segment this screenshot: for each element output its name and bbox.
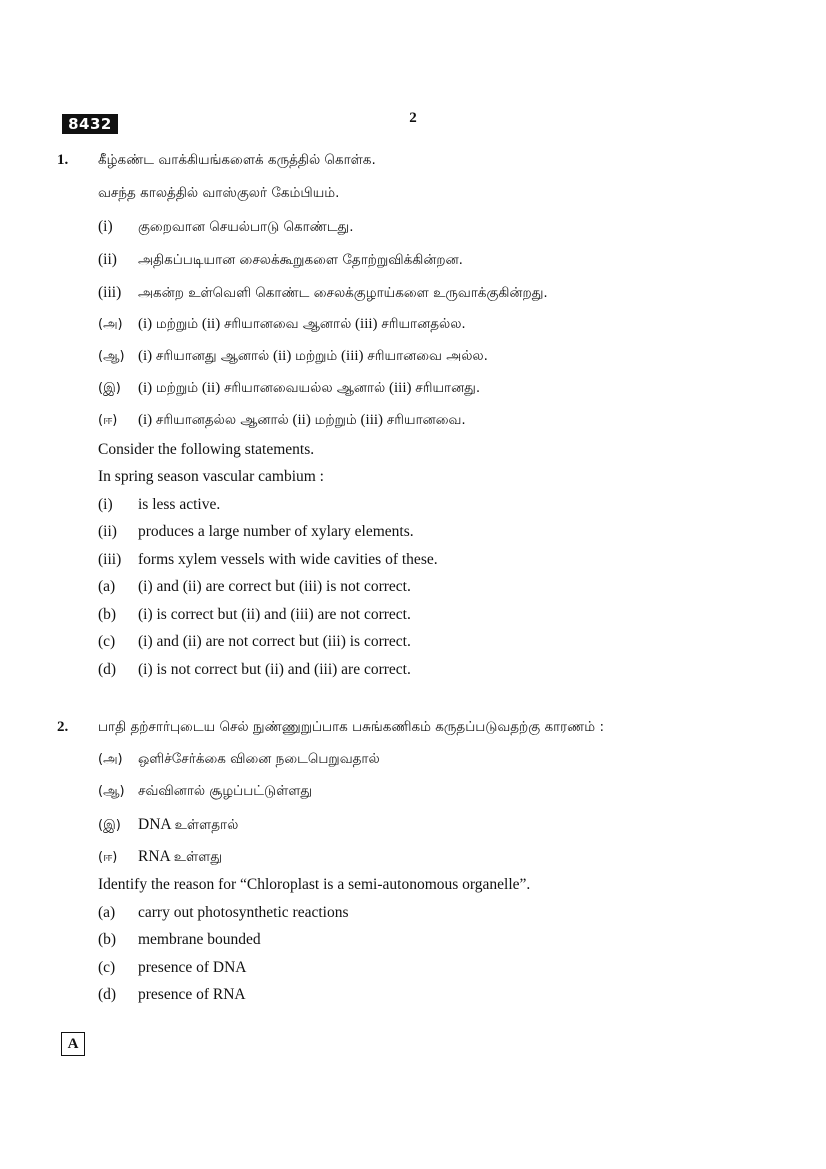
answer-option-tamil: (இ) DNA உள்ளதால் xyxy=(98,816,239,833)
answer-option-tamil: (ஆ) (i) சரியானது ஆனால் (ii) மற்றும் (iii) சரியானவை அல்ல. xyxy=(98,348,488,364)
question-substem-english: In spring season vascular cambium : xyxy=(98,468,324,485)
question-number: 1. xyxy=(57,152,69,168)
answer-option-english: (b) membrane bounded xyxy=(98,931,261,948)
question-stem-english: Consider the following statements. xyxy=(98,441,315,458)
statement-english: (ii) produces a large number of xylary elements. xyxy=(98,523,414,540)
answer-option-english: (a) (i) and (ii) are correct but (iii) is not correct. xyxy=(98,578,411,595)
statement-tamil: (ii) அதிகப்படியான சைலக்கூறுகளை தோற்றுவிக்கின்றன. xyxy=(98,251,463,268)
answer-option-english: (d) presence of RNA xyxy=(98,986,246,1003)
question-stem-tamil: கீழ்கண்ட வாக்கியங்களைக் கருத்தில் கொள்க. xyxy=(98,152,376,168)
statement-tamil: (i) குறைவான செயல்பாடு கொண்டது. xyxy=(98,218,354,235)
answer-option-tamil: (ஈ) (i) சரியானதல்ல ஆனால் (ii) மற்றும் (iii) சரியானவை. xyxy=(98,412,466,428)
statement-tamil: (iii) அகன்ற உள்வெளி கொண்ட சைலக்குழாய்களை உருவாக்குகின்றது. xyxy=(98,284,548,301)
answer-option-tamil: (ஆ) சவ்வினால் சூழப்பட்டுள்ளது xyxy=(98,783,313,799)
question-substem-tamil: வசந்த காலத்தில் வாஸ்குலர் கேம்பியம். xyxy=(98,185,340,201)
statement-english: (i) is less active. xyxy=(98,496,221,513)
question-booklet-version: A xyxy=(61,1032,85,1056)
answer-option-tamil: (அ) (i) மற்றும் (ii) சரியானவை ஆனால் (iii) சரியானதல்ல. xyxy=(98,316,466,332)
answer-option-english: (d) (i) is not correct but (ii) and (iii) are correct. xyxy=(98,661,411,678)
question-paper-code: 8432 xyxy=(62,114,118,134)
question-stem-english: Identify the reason for “Chloroplast is a semi-autonomous organelle”. xyxy=(98,876,531,893)
question-number: 2. xyxy=(57,719,69,735)
page-number: 2 xyxy=(409,110,417,126)
statement-english: (iii) forms xylem vessels with wide cavities of these. xyxy=(98,551,438,568)
answer-option-english: (c) presence of DNA xyxy=(98,959,247,976)
answer-option-tamil: (இ) (i) மற்றும் (ii) சரியானவையல்ல ஆனால் (iii) சரியானது. xyxy=(98,380,481,396)
answer-option-tamil: (ஈ) RNA உள்ளது xyxy=(98,848,223,865)
answer-option-english: (c) (i) and (ii) are not correct but (iii) is correct. xyxy=(98,633,411,650)
answer-option-english: (a) carry out photosynthetic reactions xyxy=(98,904,349,921)
question-stem-tamil: பாதி தற்சார்புடைய செல் நுண்ணுறுப்பாக பசுங்கணிகம் கருதப்படுவதற்கு காரணம் : xyxy=(98,719,604,735)
answer-option-english: (b) (i) is correct but (ii) and (iii) are not correct. xyxy=(98,606,411,623)
answer-option-tamil: (அ) ஒளிச்சேர்க்கை வினை நடைபெறுவதால் xyxy=(98,751,380,767)
